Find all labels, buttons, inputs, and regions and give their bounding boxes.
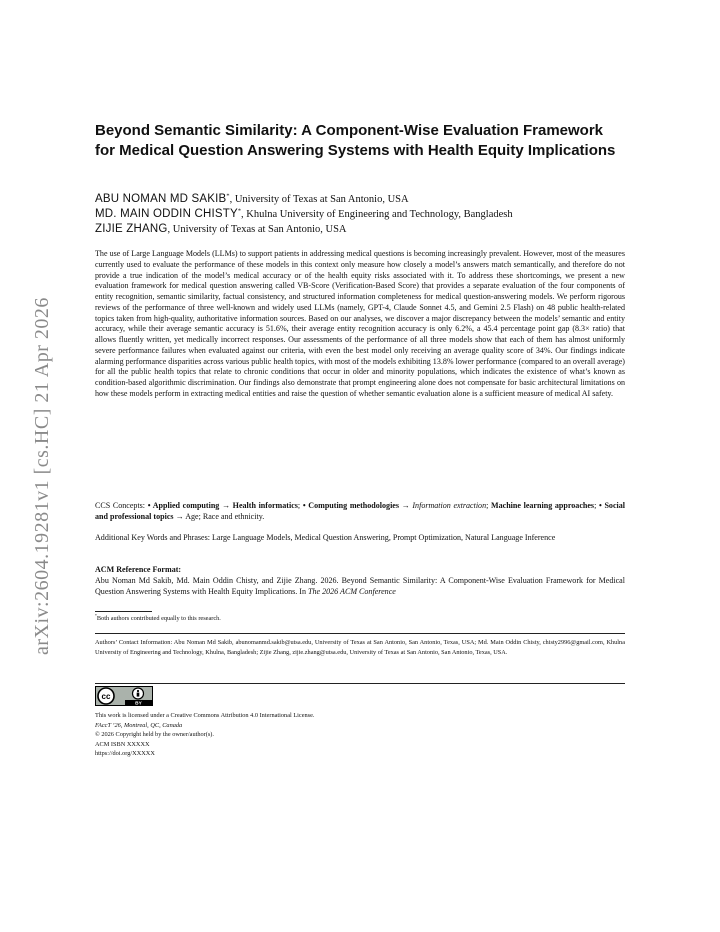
ccs-separator: ; [297,501,303,510]
ccs-separator: ; [594,501,599,510]
paper-title: Beyond Semantic Similarity: A Component-Wise Evaluation Framework for Medical Question Answering Systems with Health Equity Implications [95,122,616,159]
author-entry [95,207,625,222]
author-contact-info: Authors’ Contact Information: Abu Noman Md Sakib, abunomanmd.sakib@utsa.edu, University of Texas at San Antonio, San Antonio, Texas, USA; Md. Main Oddin Chisty, chisty2996@gmail.com, Khulna University of Engineering and Technology, Khulna, Bangladesh; Zijie Zhang, zijie.zhang@utsa.edu, University of Texas at San Antonio, San Antonio, Texas, USA. [95,639,625,656]
acm-reference [95,565,625,597]
license-statement: This work is licensed under a Creative Commons Attribution 4.0 International License. [95,712,315,719]
ccs-concept-leaf: Information extraction [412,501,487,510]
venue-line [95,721,625,731]
isbn-line: ACM ISBN XXXXX [95,740,150,748]
ccs-arrow: → [173,511,186,521]
ccs-concepts [95,501,625,523]
author-entry [95,222,625,237]
ccs-lead: CCS Concepts: [95,501,148,510]
footnote-text: Both authors contributed equally to this research. [96,615,221,622]
author-name: MD. MAIN ODDIN CHISTY [95,208,238,220]
author-name: ABU NOMAN MD SAKIB [95,193,227,205]
author-list [95,192,625,237]
contact-divider [95,633,625,634]
author-affiliation: , University of Texas at San Antonio, USA [167,224,347,235]
ccs-concept: • Computing methodologies → [302,501,413,510]
arxiv-id-text: arXiv:2604.19281v1 [cs.HC] 21 Apr 2026 [31,297,53,655]
keywords: Additional Key Words and Phrases: Large Language Models, Medical Question Answering, Prompt Optimization, Natural Language Inference [95,533,556,542]
acm-reference-text: Abu Noman Md Sakib, Md. Main Oddin Chisty, and Zijie Zhang. 2026. Beyond Semantic Similarity: A Component-Wise Evaluation Framework for Medical Question Answering Systems with Health Equity Implications. In [95,575,625,596]
cc-by-icon[interactable] [95,686,153,706]
author-affiliation: , University of Texas at San Antonio, USA [229,194,409,205]
abstract-text: The use of Large Language Models (LLMs) to support patients in addressing medical questions is becoming increasingly prevalent. However, most of the measures currently used to evaluate the performance of these models in this context only measure how closely a model’s answers match semantically, and therefore do not provide a true indication of the model’s medical accuracy or of the health equity risks associated with it. To address these shortcomings, we present a new evaluation framework for medical question answering called VB-Score (Verification-Based Score) that provides a separate evaluation of the four components of entity recognition, semantic similarity, factual consistency, and structured information completeness for medical question-answering models. We perform rigorous reviews of the performance of three well-known and widely used LLMs (namely, GPT-4, Claude Sonnet 4.5, and Gemini 2.5 Flash) on 48 public health-related topics taken from high-quality, authoritative information sources. Based on our analyses, we discover a major discrepancy between the models’ semantic and entity accuracy, while their average semantic accuracy is 51.6%, their average entity recognition accuracy is only 6.2%, a 45.4 percentage point gap (8.3× ratio) that allows fluently written, yet medically incorrect responses. Our assessments of the performance of all three models show that each of them has almost uniformly severe performance failures when evaluated against our criteria, with even the best model only receiving an average quality score of 34%. Our findings indicate alarming performance disparities across various public health topics, with most of the models exhibiting 13.8% lower performance (compared to an overall average) for all the public health topics that relate to chronic conditions that occur in older and minority populations, which indicates the existence of what’s known as condition-based algorithmic discrimination. Our findings also demonstrate that prompt engineering alone does not compensate for basic architectural limitations on how these models perform in extracting medical entities and raise the question of whether semantic evaluation alone is a sufficient measure of medical AI safety. [95,249,625,398]
ccs-concept: • Social and professional topics [95,501,626,521]
ccs-concept-leaf: Age [185,511,199,521]
footnote-divider [95,611,152,612]
footnote [95,615,625,624]
svg-text:cc: cc [101,692,111,701]
author-entry [95,192,625,207]
cc-badge-label: BY [135,701,142,706]
ccs-tail: ; Race and ethnicity. [198,511,265,521]
acm-reference-venue: The 2026 ACM Conference [308,586,396,596]
author-affiliation: , Khulna University of Engineering and Technology, Bangladesh [241,209,513,220]
acm-reference-heading: ACM Reference Format: [95,565,182,574]
ccs-concept: Machine learning approaches [491,501,595,510]
venue-text: FAccT ’26, Montreal, QC, Canada [95,721,183,729]
doi-link[interactable]: https://doi.org/XXXXX [95,750,155,758]
author-name: ZIJIE ZHANG [95,223,168,235]
copyright-line: © 2026 Copyright held by the owner/author(s). [95,731,214,739]
license-divider [95,683,625,684]
ccs-separator: ; [486,501,491,510]
arxiv-sidebar-stamp [8,260,58,660]
author-mark: * [237,207,241,215]
ccs-concept: • Applied computing → Health informatics [147,501,298,510]
footnote-mark: * [95,613,97,618]
license-block [95,711,625,759]
author-mark: * [226,192,230,200]
